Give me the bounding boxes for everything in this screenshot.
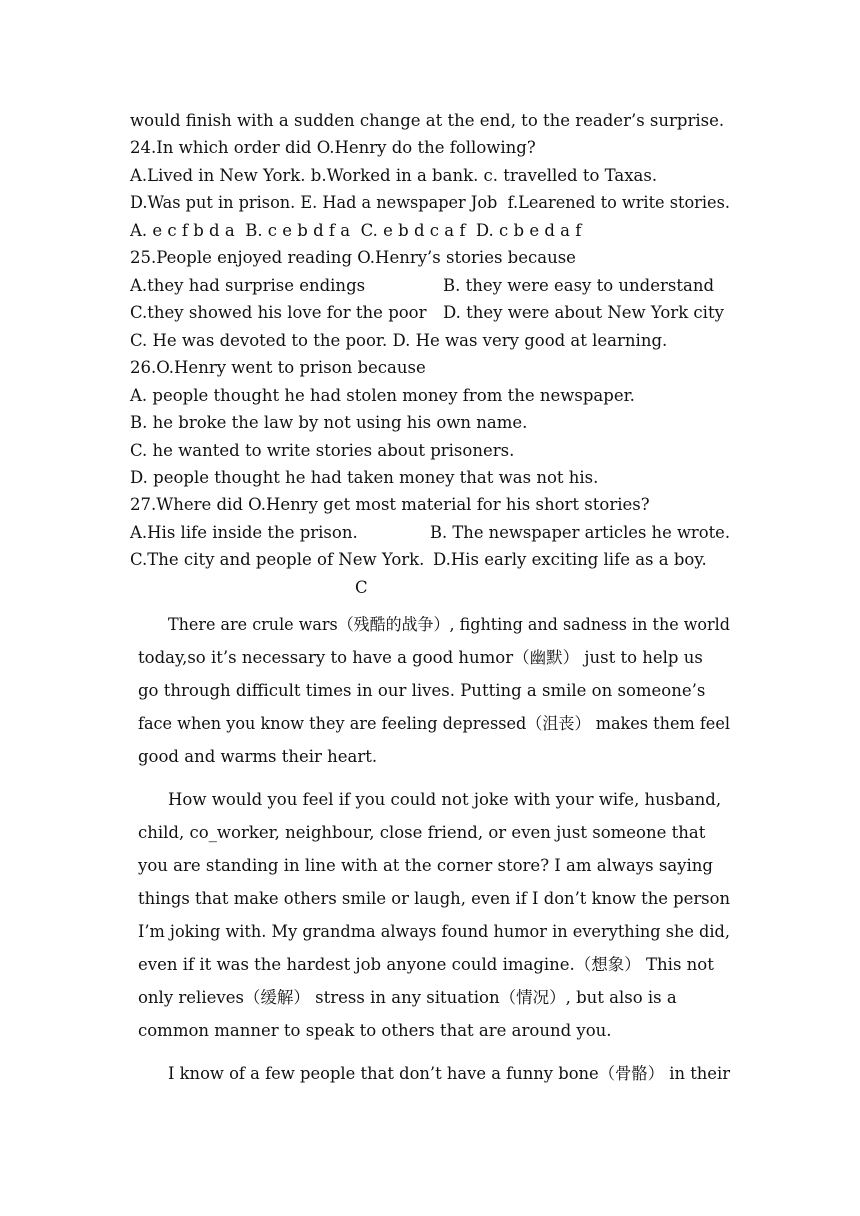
p2-line: I’m joking with. My grandma always found humor in everything she did, [138, 922, 731, 941]
q25-opt-d: D. they were about New York city [443, 303, 724, 322]
q25-opt-b: B. they were easy to understand [443, 276, 715, 295]
q25-extra: C. He was devoted to the poor. D. He was very good at learning. [130, 331, 668, 350]
q26-opt-d: D. people thought he had taken money that was not his. [130, 468, 599, 487]
p2-line: How would you feel if you could not joke with your wife, husband, [168, 790, 722, 809]
p1-line: good and warms their heart. [138, 747, 378, 766]
p2-line: only relieves（缓解） stress in any situation（情况）, but also is a [138, 988, 677, 1007]
p2-line: things that make others smile or laugh, even if I don’t know the person [138, 889, 731, 908]
q24-facts-2: D.Was put in prison. E. Had a newspaper Job f.Learened to write stories. [130, 193, 730, 212]
q27-opt-c: C.The city and people of New York. [130, 550, 425, 569]
section-heading: C [355, 578, 368, 597]
q26-stem: 26.O.Henry went to prison because [130, 358, 426, 377]
q27-stem: 27.Where did O.Henry get most material for his short stories? [130, 495, 650, 514]
q25-stem: 25.People enjoyed reading O.Henry’s stories because [130, 248, 576, 267]
p2-line: even if it was the hardest job anyone could imagine.（想象） This not [138, 955, 714, 974]
p1-line: There are crule wars（残酷的战争）, fighting and sadness in the world [168, 615, 731, 634]
q27-opt-d: D.His early exciting life as a boy. [433, 550, 707, 569]
p3-line: I know of a few people that don’t have a funny bone（骨骼） in their [168, 1064, 731, 1083]
q24-stem: 24.In which order did O.Henry do the following? [130, 138, 536, 157]
q24-facts-1: A.Lived in New York. b.Worked in a bank. c. travelled to Taxas. [130, 166, 658, 185]
p2-line: child, co_worker, neighbour, close friend, or even just someone that [138, 823, 706, 842]
p1-line: today,so it’s necessary to have a good humor（幽默） just to help us [138, 648, 703, 667]
p2-line: you are standing in line with at the corner store? I am always saying [138, 856, 713, 875]
p2-line: common manner to speak to others that are around you. [138, 1021, 612, 1040]
p1-line: face when you know they are feeling depressed（沮丧） makes them feel [138, 714, 730, 733]
q24-options: A. e c f b d a B. c e b d f a C. e b d c a f D. c b e d a f [130, 221, 582, 240]
p1-line: go through difficult times in our lives. Putting a smile on someone’s [138, 681, 706, 700]
q27-opt-b: B. The newspaper articles he wrote. [430, 523, 731, 542]
q25-opt-c: C.they showed his love for the poor [130, 303, 427, 322]
q26-opt-b: B. he broke the law by not using his own name. [130, 413, 528, 432]
q27-opt-a: A.His life inside the prison. [130, 523, 358, 542]
q26-opt-c: C. he wanted to write stories about prisoners. [130, 441, 515, 460]
q25-opt-a: A.they had surprise endings [130, 276, 366, 295]
q26-opt-a: A. people thought he had stolen money from the newspaper. [130, 386, 635, 405]
lead-line: would finish with a sudden change at the end, to the reader’s surprise. [130, 111, 725, 130]
